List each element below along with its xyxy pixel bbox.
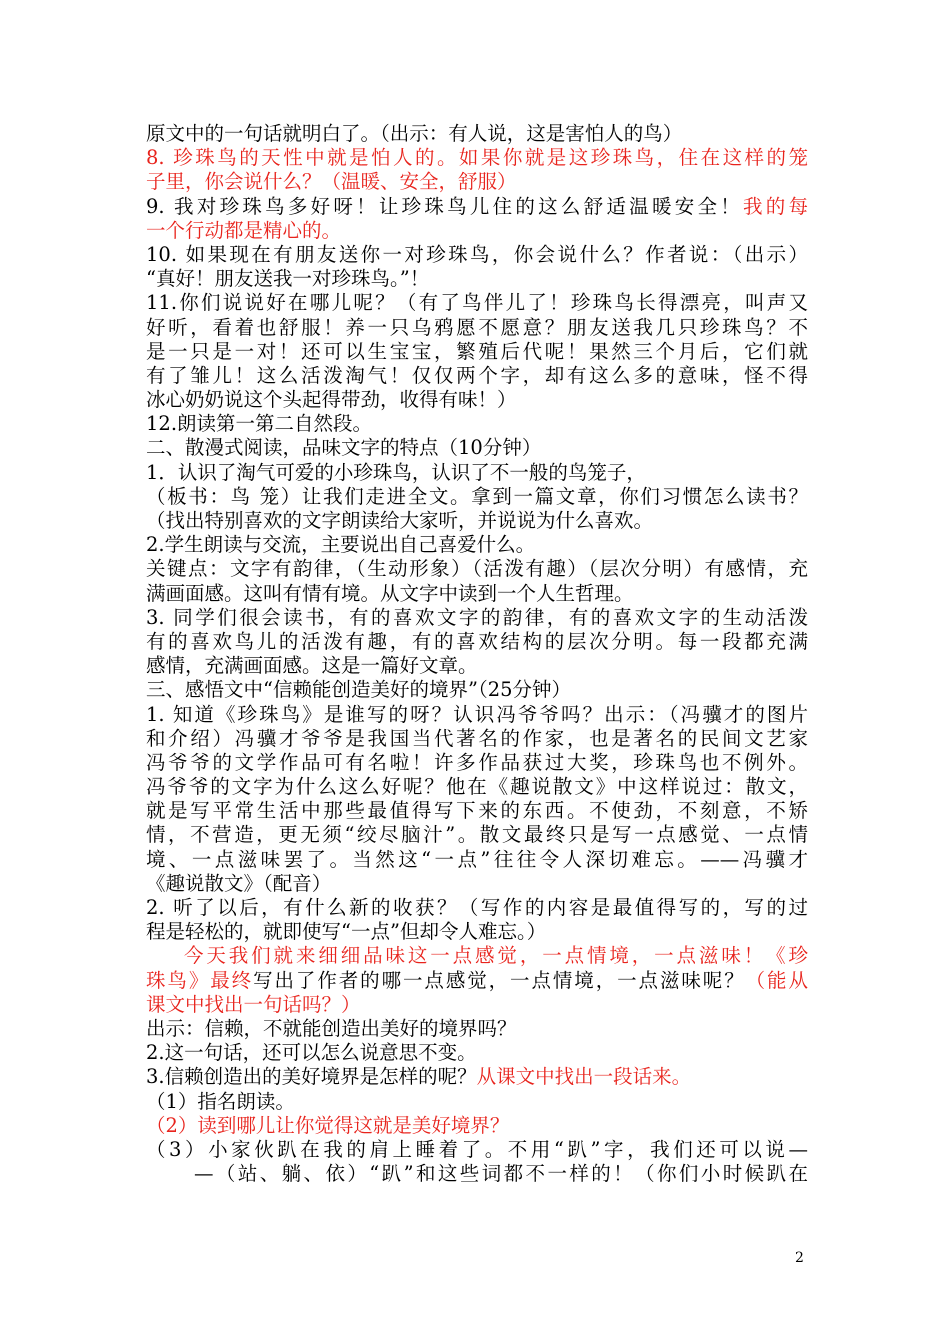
text-line <box>146 364 808 388</box>
body-text: 12.朗读第一第二自然段。 <box>146 412 373 436</box>
text-line <box>146 267 808 291</box>
body-text: 写出了作者的哪一点感觉，一点情境，一点滋味呢？ <box>253 968 746 992</box>
text-line <box>146 751 808 775</box>
text-line <box>146 122 808 146</box>
text-line <box>146 291 808 315</box>
body-text: （板书：鸟 笼）让我们走进全文。拿到一篇文章，你们习惯怎么读书？ <box>146 484 808 508</box>
text-line <box>146 582 808 606</box>
text-line <box>146 340 808 364</box>
text-line <box>146 1090 808 1114</box>
text-line <box>146 1017 808 1041</box>
highlighted-text: （2）读到哪儿让你觉得这就是美好境界？ <box>146 1113 510 1137</box>
text-line <box>146 799 808 823</box>
highlighted-text: 子里，你会说什么？（温暖、安全，舒服） <box>146 170 517 194</box>
text-line <box>146 485 808 509</box>
body-text: 好听，看着也舒服！养一只乌鸦愿不愿意？朋友送我几只珍珠鸟？不 <box>146 315 808 339</box>
text-line <box>146 170 808 194</box>
body-text: 11.你们说说好在哪儿呢？（有了鸟伴儿了！珍珠鸟长得漂亮，叫声又 <box>146 291 808 315</box>
highlighted-text: 一个行动都是精心的。 <box>146 218 342 242</box>
text-line <box>146 1065 808 1089</box>
highlighted-text: （能从 <box>745 968 808 992</box>
document-body <box>146 122 808 1186</box>
body-text: 9. 我对珍珠鸟多好呀！让珍珠鸟儿住的这么舒适温暖安全！ <box>146 194 743 218</box>
text-line <box>146 146 808 170</box>
text-line <box>146 969 808 993</box>
body-text: 1. 知道《珍珠鸟》是谁写的呀？认识冯爷爷吗？出示：（冯骥才的图片 <box>146 702 808 726</box>
text-line <box>146 316 808 340</box>
body-text: 三、感悟文中“信赖能创造美好的境界”（25分钟） <box>146 678 572 702</box>
body-text: （1）指名朗读。 <box>146 1089 295 1113</box>
body-text: 是一只是一对！还可以生宝宝，繁殖后代呢！果然三个月后，它们就 <box>146 339 808 363</box>
body-text: 原文中的一句话就明白了。（出示：有人说，这是害怕人的鸟） <box>146 122 683 145</box>
text-line <box>146 195 808 219</box>
body-text: （找出特别喜欢的文字朗读给大家听，并说说为什么喜欢。 <box>146 509 654 532</box>
body-text: 境、一点滋味罢了。当然这“一点”往往令人深切难忘。——冯骥才 <box>146 847 808 871</box>
body-text: 就是写平常生活中那些最值得写下来的东西。不使劲，不刻意，不矫 <box>146 799 808 823</box>
text-line <box>146 412 808 436</box>
body-text: 情，不营造，更无须“绞尽脑汁”。散文最终只是写一点感觉、一点情 <box>146 823 808 847</box>
body-text: 冯爷爷的文学作品可有名啦！许多作品获过大奖，珍珠鸟也不例外。 <box>146 750 808 774</box>
text-line <box>146 243 808 267</box>
body-text: 出示：信赖，不就能创造出美好的境界吗？ <box>146 1016 517 1040</box>
body-text: 《趣说散文》（配音） <box>146 871 332 895</box>
body-text: 3. 同学们很会读书，有的喜欢文字的韵律，有的喜欢文字的生动活泼 <box>146 605 808 629</box>
body-text: 满画面感。这叫有情有境。从文字中读到一个人生哲理。 <box>146 581 634 605</box>
body-text: 10. 如果现在有朋友送你一对珍珠鸟，你会说什么？作者说：（出示） <box>146 242 808 266</box>
text-line <box>146 654 808 678</box>
text-line <box>146 630 808 654</box>
text-line <box>146 1162 808 1186</box>
body-text: 1．认识了淘气可爱的小珍珠鸟，认识了不一般的鸟笼子， <box>146 460 646 484</box>
body-text: 2.这一句话，还可以怎么说意思不变。 <box>146 1041 477 1065</box>
body-text: （3）小家伙趴在我的肩上睡着了。不用“趴”字，我们还可以说— <box>146 1137 808 1161</box>
text-line <box>146 848 808 872</box>
text-line <box>146 557 808 581</box>
text-line <box>146 436 808 460</box>
body-text: 冰心奶奶说这个头起得带劲，收得有味！） <box>146 388 517 412</box>
highlighted-text: 课文中找出一句话吗？） <box>146 992 361 1016</box>
page-number: 2 <box>795 1250 804 1266</box>
body-text: 有了雏儿！这么活泼淘气！仅仅两个字，却有这么多的意味，怪不得 <box>146 363 808 387</box>
body-text: 冯爷爷的文字为什么这么好呢？他在《趣说散文》中这样说过：散文， <box>146 775 808 799</box>
body-text: —（站、躺、依）“趴”和这些词都不一样的！（你们小时候趴在 <box>194 1162 808 1186</box>
text-line <box>146 920 808 944</box>
text-line <box>146 703 808 727</box>
highlighted-text: 从课文中找出一段话来。 <box>476 1065 692 1089</box>
body-text: 程是轻松的，就即使写“一点”但却令人难忘。） <box>146 920 547 944</box>
text-line <box>146 944 808 968</box>
text-line <box>146 678 808 702</box>
body-text: 感情，充满画面感。这是一篇好文章。 <box>146 654 478 678</box>
text-line <box>146 533 808 557</box>
text-line <box>146 1138 808 1162</box>
text-line <box>146 823 808 847</box>
text-line <box>146 775 808 799</box>
body-text: 有的喜欢鸟儿的活泼有趣，有的喜欢结构的层次分明。每一段都充满 <box>146 629 808 653</box>
text-line <box>146 872 808 896</box>
text-line <box>146 219 808 243</box>
text-line <box>146 509 808 533</box>
highlighted-text: 今天我们就来细细品味这一点感觉，一点情境，一点滋味！《珍 <box>184 944 808 968</box>
text-line <box>146 461 808 485</box>
text-line <box>146 606 808 630</box>
body-text: 二、散漫式阅读，品味文字的特点（10分钟） <box>146 436 542 460</box>
highlighted-text: 8. 珍珠鸟的天性中就是怕人的。如果你就是这珍珠鸟，住在这样的笼 <box>146 146 808 170</box>
body-text: 3.信赖创造出的美好境界是怎样的呢？ <box>146 1065 477 1089</box>
text-line <box>146 388 808 412</box>
text-line <box>146 993 808 1017</box>
text-line <box>146 1041 808 1065</box>
body-text: 2.学生朗读与交流，主要说出自己喜爱什么。 <box>146 533 536 557</box>
highlighted-text: 我的每 <box>742 194 808 218</box>
body-text: 2. 听了以后，有什么新的收获？（写作的内容是最值得写的，写的过 <box>146 896 808 919</box>
highlighted-text: 珠鸟》最终 <box>146 968 254 992</box>
body-text: “真好！朋友送我一对珍珠鸟。”！ <box>146 267 430 291</box>
text-line <box>146 727 808 751</box>
body-text: 和介绍）冯骥才爷爷是我国当代著名的作家，也是著名的民间文艺家 <box>146 726 808 750</box>
body-text: 关键点：文字有韵律，（生动形象）（活泼有趣）（层次分明）有感情，充 <box>146 557 808 581</box>
text-line <box>146 896 808 920</box>
text-line <box>146 1114 808 1138</box>
